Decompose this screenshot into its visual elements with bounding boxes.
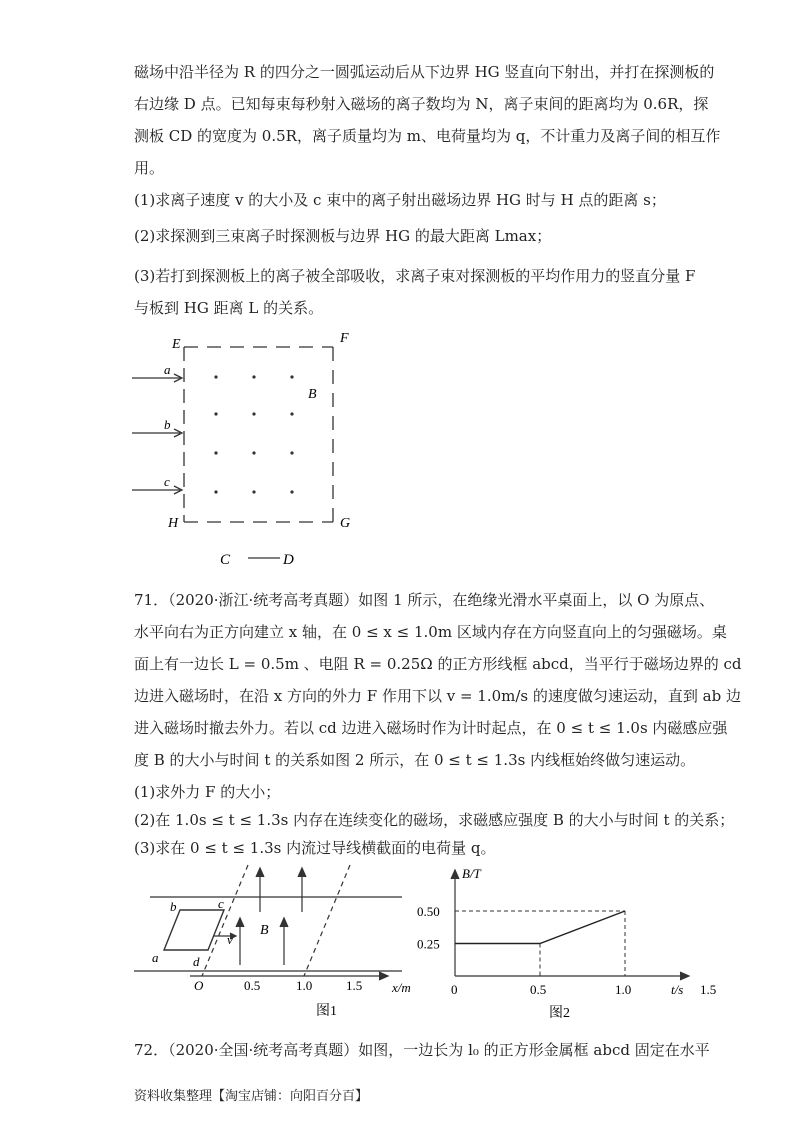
beam-label-c: c <box>164 474 170 489</box>
label-H: H <box>168 516 179 531</box>
x-tick-label: 1.5 <box>700 982 717 997</box>
text-line: 71．（2020·浙江·统考高考真题）如图 1 所示，在绝缘光滑水平桌面上，以 O 为原点、 <box>134 591 715 609</box>
vertex-a: a <box>152 950 159 965</box>
y-tick-label: 0.50 <box>417 904 440 919</box>
question-1: (1)求外力 F 的大小； <box>134 783 281 801</box>
field-dot <box>214 490 217 493</box>
question-2: (2)在 1.0s ≤ t ≤ 1.3s 内存在连续变化的磁场，求磁感应强度 B 的大小与时间 t 的关系； <box>134 811 735 829</box>
velocity-label: v <box>227 932 233 947</box>
question-2: (2)求探测到三束离子时探测板与边界 HG 的最大距离 Lmax； <box>134 227 552 245</box>
label-G: G <box>340 516 351 531</box>
x-tick-label: 0 <box>451 982 458 997</box>
field-dot <box>290 375 293 378</box>
tick-O: O <box>194 978 204 993</box>
label-D: D <box>283 552 294 568</box>
field-dot <box>214 375 217 378</box>
magnetic-field-figure <box>128 330 368 575</box>
tick-1-0: 1.0 <box>296 978 313 993</box>
question-3: (3)求在 0 ≤ t ≤ 1.3s 内流过导线横截面的电荷量 q。 <box>134 839 496 857</box>
text-line: 测板 CD 的宽度为 0.5R，离子质量均为 m、电荷量均为 q，不计重力及离子间的相互作 <box>134 127 721 145</box>
field-dot <box>214 451 217 454</box>
label-E: E <box>172 337 181 352</box>
question-3: (3)若打到探测板上的离子被全部吸收，求离子束对探测板的平均作用力的竖直分量 F <box>134 267 696 285</box>
x-axis-label: x/m <box>392 980 411 995</box>
x-axis-label: t/s <box>671 982 684 997</box>
field-dot <box>290 412 293 415</box>
question-3-cont: 与板到 HG 距离 L 的关系。 <box>134 299 324 317</box>
field-dot <box>252 490 255 493</box>
text-line: 边进入磁场时，在沿 x 方向的外力 F 作用下以 v = 1.0m/s 的速度做匀速运动，直到 ab 边 <box>134 687 741 705</box>
tick-1-5: 1.5 <box>346 978 363 993</box>
vertex-b: b <box>170 899 177 914</box>
beam-label-b: b <box>164 417 171 432</box>
text-line: 度 B 的大小与时间 t 的关系如图 2 所示，在 0 ≤ t ≤ 1.3s 内线框始终做匀速运动。 <box>134 751 696 769</box>
y-tick-label: 0.25 <box>417 936 440 952</box>
text-line: 面上有一边长 L = 0.5m 、电阻 R = 0.25Ω 的正方形线框 abcd，当平行于磁场边界的 cd <box>134 655 742 673</box>
problem-72: 72．（2020·全国·统考高考真题）如图，一边长为 l₀ 的正方形金属框 abcd 固定在水平 <box>134 1041 710 1059</box>
figure-1-caption: 图1 <box>316 1004 337 1019</box>
label-F: F <box>340 331 349 346</box>
field-dot <box>290 490 293 493</box>
field-label-B: B <box>260 923 269 938</box>
label-C: C <box>220 552 231 568</box>
field-dot <box>252 451 255 454</box>
field-dot <box>290 451 293 454</box>
vertex-c: c <box>218 896 224 911</box>
footer: 资料收集整理【淘宝店铺：向阳百分百】 <box>134 1089 369 1104</box>
text-line: 进入磁场时撤去外力。若以 cd 边进入磁场时作为计时起点，在 0 ≤ t ≤ 1.0s 内磁感应强 <box>134 719 728 737</box>
figure-2-chart <box>415 862 717 1022</box>
text-line: 水平向右为正方向建立 x 轴，在 0 ≤ x ≤ 1.0m 区域内存在方向竖直向上的匀强磁场。桌 <box>134 623 727 641</box>
tick-0-5: 0.5 <box>244 978 261 993</box>
beam-label-a: a <box>164 362 171 377</box>
x-tick-label: 1.0 <box>615 982 632 997</box>
question-1: (1)求离子速度 v 的大小及 c 束中的离子射出磁场边界 HG 时与 H 点的距离 s； <box>134 191 666 209</box>
x-tick-label: 0.5 <box>530 982 547 997</box>
figure-2-caption: 图2 <box>549 1006 570 1021</box>
y-axis-label: B/T <box>462 866 481 881</box>
label-B: B <box>308 387 317 402</box>
series-line <box>455 911 625 944</box>
field-dot <box>252 412 255 415</box>
text-line: 右边缘 D 点。已知每束每秒射入磁场的离子数均为 N，离子束间的距离均为 0.6R，探 <box>134 95 709 113</box>
text-line: 磁场中沿半径为 R 的四分之一圆弧运动后从下边界 HG 竖直向下射出，并打在探测板的 <box>134 63 715 81</box>
field-dot <box>252 375 255 378</box>
figure-1-coil <box>130 860 430 1020</box>
vertex-d: d <box>193 954 200 969</box>
text-line: 用。 <box>134 159 165 177</box>
field-dot <box>214 412 217 415</box>
